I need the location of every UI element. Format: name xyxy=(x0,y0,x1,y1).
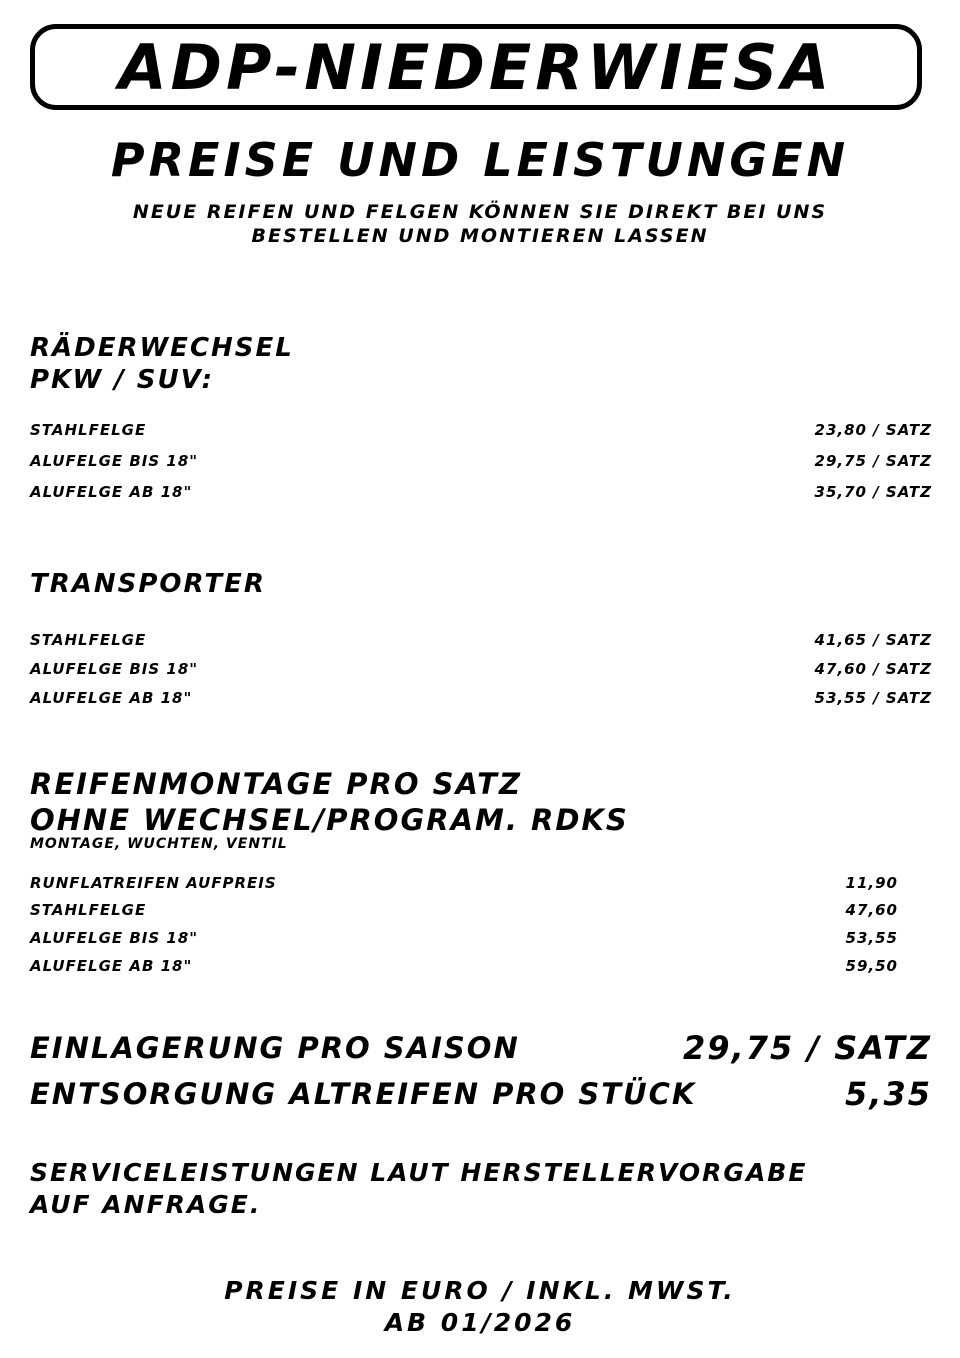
price-row-value: 11,90 xyxy=(845,874,898,892)
extra-price: 29,75 / SATZ xyxy=(683,1029,932,1067)
extra-label: EINLAGERUNG PRO SAISON xyxy=(30,1031,520,1065)
price-row-value: 59,50 xyxy=(845,957,898,975)
price-row xyxy=(30,418,932,442)
service-note-line-2: AUF ANFRAGE. xyxy=(30,1190,262,1219)
footer-line-1: PREISE IN EURO / INKL. MWST. xyxy=(224,1276,736,1305)
price-row-label: STAHLFELGE xyxy=(30,631,147,649)
price-row-value: 35,70 / SATZ xyxy=(814,483,932,501)
extra-row-einlagerung xyxy=(30,1026,932,1070)
price-row-value: 23,80 / SATZ xyxy=(814,421,932,439)
section-title-raederwechsel: RÄDERWECHSEL xyxy=(30,333,294,363)
section-title-reifenmontage: REIFENMONTAGE PRO SATZ xyxy=(30,767,522,801)
price-row-label: ALUFELGE BIS 18" xyxy=(30,452,199,470)
price-row xyxy=(30,628,932,652)
section-title-ohne-wechsel: OHNE WECHSEL/PROGRAM. RDKS xyxy=(30,803,629,837)
extra-label: ENTSORGUNG ALTREIFEN PRO STÜCK xyxy=(30,1077,697,1111)
price-row xyxy=(30,926,898,950)
price-row-value: 47,60 / SATZ xyxy=(814,660,932,678)
page-title: PREISE UND LEISTUNGEN xyxy=(110,133,850,187)
extra-row-entsorgung xyxy=(30,1072,932,1116)
price-row-value: 53,55 / SATZ xyxy=(814,689,932,707)
price-row xyxy=(30,871,898,895)
price-row xyxy=(30,686,932,710)
brand-logo-text: ADP-NIEDERWIESA xyxy=(118,31,834,104)
price-row-label: STAHLFELGE xyxy=(30,421,147,439)
section-title-transporter: TRANSPORTER xyxy=(30,569,266,599)
price-row xyxy=(30,449,932,473)
price-row-value: 41,65 / SATZ xyxy=(814,631,932,649)
price-row-label: ALUFELGE AB 18" xyxy=(30,957,193,975)
extra-price: 5,35 xyxy=(845,1075,932,1113)
price-row-label: RUNFLATREIFEN AUFPREIS xyxy=(30,874,277,892)
subtitle-line-2: BESTELLEN UND MONTIEREN LASSEN xyxy=(251,225,709,247)
price-row xyxy=(30,954,898,978)
price-row xyxy=(30,898,898,922)
subtitle-line-1: NEUE REIFEN UND FELGEN KÖNNEN SIE DIREKT BEI UNS xyxy=(132,201,828,223)
section-note: MONTAGE, WUCHTEN, VENTIL xyxy=(30,836,288,852)
price-row-value: 53,55 xyxy=(845,929,898,947)
price-row-label: ALUFELGE AB 18" xyxy=(30,483,193,501)
price-row-label: ALUFELGE BIS 18" xyxy=(30,929,199,947)
price-row-label: ALUFELGE BIS 18" xyxy=(30,660,199,678)
service-note-line-1: SERVICELEISTUNGEN LAUT HERSTELLERVORGABE xyxy=(30,1158,808,1187)
footer-line-2: AB 01/2026 xyxy=(384,1308,576,1337)
price-row xyxy=(30,657,932,681)
price-row-value: 47,60 xyxy=(845,901,898,919)
price-row-label: ALUFELGE AB 18" xyxy=(30,689,193,707)
price-row-label: STAHLFELGE xyxy=(30,901,147,919)
section-title-pkw-suv: PKW / SUV: xyxy=(30,365,214,395)
price-row xyxy=(30,480,932,504)
price-row-value: 29,75 / SATZ xyxy=(814,452,932,470)
